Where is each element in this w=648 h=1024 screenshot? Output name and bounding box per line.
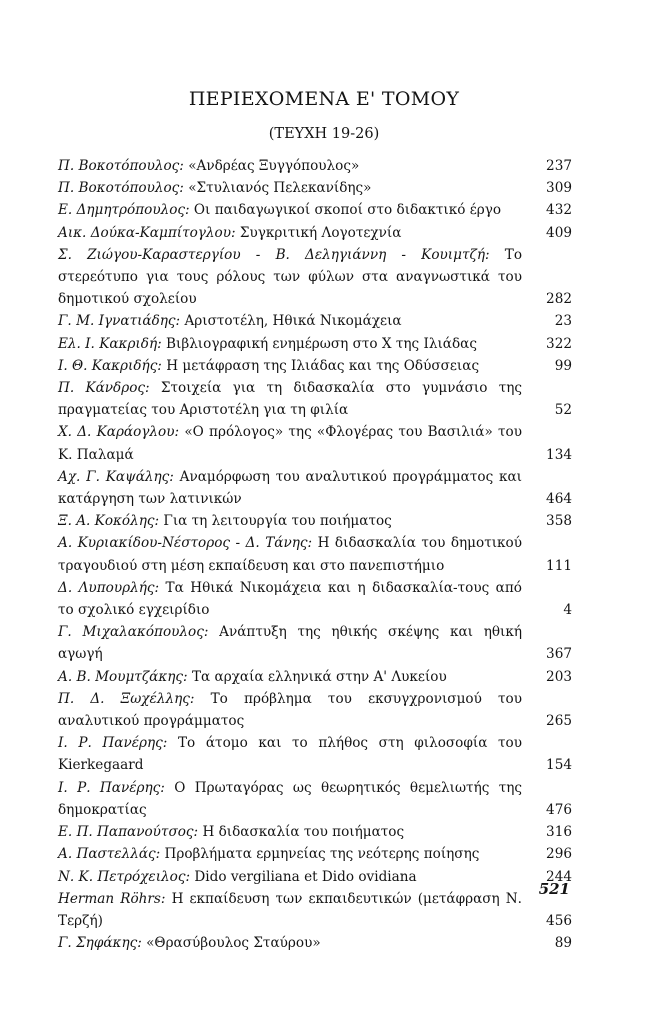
toc-entry-title: Το πρόβλημα του εκσυγχρονισμού του αναλυτικού προγράμματος [58,690,522,730]
toc-entry-title: Το στερεότυπο για τους ρόλους των φύλων στα αναγνωστικά του δημοτικού σχολείου [58,246,523,308]
toc-entry-author: Π. Βοκοτόπουλος: [58,158,184,174]
toc-entry-author: Π. Βοκοτόπουλος: [58,180,184,197]
table-of-contents [58,155,572,954]
toc-entry-author: Ε. Π. Παπανούτσος: [58,824,199,841]
toc-entry-title: «Στυλιανός Πελεκανίδης» [188,180,372,197]
toc-entry-text [58,732,540,776]
toc-entry-page: 99 [554,357,572,374]
toc-entry-text [58,421,540,465]
toc-entry-page: 23 [554,313,572,330]
toc-entry-text [58,532,540,576]
page-subtitle: (ΤΕΥΧΗ 19-26) [268,126,380,142]
toc-entry-title: Dido vergiliana et Dido ovidiana [194,868,417,885]
toc-entry-page: 367 [546,646,572,663]
toc-entry [58,466,572,510]
toc-entry-page: 111 [546,557,572,574]
toc-entry-title: Συγκριτική Λογοτεχνία [239,224,402,241]
toc-entry [58,155,572,177]
toc-entry [58,688,572,732]
toc-entry-text [58,577,540,621]
toc-entry-text [58,377,540,421]
page-number: 521 [538,880,570,898]
toc-entry [58,177,572,199]
toc-entry-text [58,866,540,888]
toc-entry-title: Τα αρχαία ελληνικά στην Α' Λυκείου [191,668,447,685]
toc-entry [58,310,572,332]
toc-entry-title: Ανάπτυξη της ηθικής σκέψης και ηθική αγωγή [58,624,523,663]
toc-entry-page: 322 [546,335,572,352]
toc-entry-title: Η διδασκαλία του δημοτικού τραγουδιού στη μέση εκπαίδευση και στο πανεπιστήμιο [58,535,522,574]
toc-entry-text [58,466,540,510]
toc-entry-page: 237 [546,158,572,174]
toc-entry-author: Γ. Σηφάκης: [58,935,142,952]
toc-entry-title: Αναμόρφωση του αναλυτικού προγράμματος και κατάργηση των λατινικών [58,468,522,508]
toc-entry [58,821,572,843]
page-title: ΠΕΡΙΕΧΟΜΕΝΑ Ε' ΤΟΜΟΥ [188,88,460,110]
toc-entry-author: Χ. Δ. Καράογλου: [58,424,180,441]
toc-entry-title: Η εκπαίδευση των εκπαιδευτικών (μετάφραση Ν. Τερζή) [58,890,522,929]
toc-entry-title: «Ο πρόλογος» της «Φλογέρας του Βασιλιά» του Κ. Παλαμά [58,424,523,463]
toc-entry-text [58,222,540,244]
toc-entry [58,732,572,776]
toc-entry-author: Herman Röhrs: [58,890,166,907]
toc-entry [58,421,572,465]
toc-entry-page: 409 [546,224,572,241]
toc-entry [58,577,572,621]
toc-entry-text [58,932,540,954]
toc-entry-author: Π. Κάνδρος: [58,380,150,397]
toc-entry [58,621,572,665]
toc-entry-title: Αριστοτέλη, Ηθικά Νικομάχεια [184,313,402,330]
toc-entry-text [58,777,540,821]
toc-entry-page: 134 [546,446,572,463]
toc-entry-author: Ι. Ρ. Πανέρης: [58,779,165,796]
toc-entry-page: 464 [546,491,572,508]
toc-entry-author: Γ. Μιχαλακόπουλος: [58,624,209,641]
toc-entry-title: Η μετάφραση της Ιλιάδας και της Οδύσσειας [166,357,480,374]
toc-entry-author: Ελ. Ι. Κακριδή: [58,335,162,352]
toc-entry [58,532,572,576]
toc-entry-page: 282 [546,291,572,308]
toc-entry-author: Α. Β. Μουμτζάκης: [58,668,188,685]
toc-entry-text [58,888,540,932]
toc-entry-page: 432 [546,202,572,219]
toc-entry-page: 203 [546,668,572,685]
toc-entry-title: Στοιχεία για τη διδασκαλία στο γυμνάσιο της πραγματείας του Αριστοτέλη για τη φιλία [58,380,522,419]
toc-entry-text [58,355,540,377]
toc-entry [58,510,572,532]
toc-entry-author: Ν. Κ. Πετρόχειλος: [58,868,191,885]
toc-entry-text [58,177,540,199]
toc-entry [58,866,572,888]
toc-entry-text [58,199,540,221]
toc-entry-page: 309 [546,180,572,197]
toc-entry-page: 4 [563,602,572,619]
toc-entry-page: 154 [546,757,572,774]
toc-entry-author: Αχ. Γ. Καψάλης: [58,468,174,485]
toc-entry-page: 456 [546,912,572,929]
toc-entry-author: Σ. Ζιώγου-Καραστεργίου - Β. Δεληγιάννη - Κουιμτζή: [58,246,490,263]
toc-entry-page: 476 [546,801,572,818]
toc-entry-text [58,310,540,332]
toc-entry [58,222,572,244]
toc-entry-title: Το άτομο και το πλήθος στη φιλοσοφία του Kierkegaard [58,735,522,774]
toc-entry-title: Για τη λειτουργία του ποιήματος [163,513,392,530]
toc-entry [58,777,572,821]
toc-entry-page: 316 [546,824,572,841]
toc-entry-page: 358 [546,513,572,530]
toc-entry-page: 296 [546,846,572,863]
toc-entry-title: Προβλήματα ερμηνείας της νεότερης ποίησης [164,846,480,863]
toc-entry-author: Ι. Ρ. Πανέρης: [58,735,168,752]
toc-entry-text [58,155,540,177]
toc-entry-author: Α. Κυριακίδου-Νέστορος - Δ. Τάνης: [58,535,313,552]
toc-entry-text [58,821,540,843]
toc-entry-text [58,666,540,688]
toc-entry [58,199,572,221]
toc-entry-author: Ε. Δημητρόπουλος: [58,202,190,219]
toc-entry [58,333,572,355]
toc-entry-text [58,843,540,865]
toc-entry-author: Ι. Θ. Κακριδής: [58,357,162,374]
toc-entry [58,888,572,932]
toc-entry-page: 265 [546,713,572,730]
toc-entry-text [58,510,540,532]
toc-entry-title: Ο Πρωταγόρας ως θεωρητικός θεμελιωτής της δημοκρατίας [58,779,522,818]
toc-entry-author: Ξ. Α. Κοκόλης: [58,513,160,530]
toc-entry [58,355,572,377]
toc-entry [58,932,572,954]
toc-entry-text [58,621,540,665]
toc-entry-page: 89 [554,935,572,952]
toc-entry-title: «Θρασύβουλος Σταύρου» [146,935,321,952]
toc-entry [58,244,572,311]
toc-entry-text [58,688,540,732]
toc-entry-title: Οι παιδαγωγικοί σκοποί στο διδακτικό έργο [193,202,502,219]
toc-entry-author: Γ. Μ. Ιγνατιάδης: [58,313,181,330]
toc-entry [58,666,572,688]
toc-entry-title: Η διδασκαλία του ποιήματος [202,824,405,841]
toc-entry [58,843,572,865]
toc-entry-title: Τα Ηθικά Νικομάχεια και η διδασκαλία-τους από το σχολικό εγχειρίδιο [58,579,522,619]
toc-entry-title: «Ανδρέας Ξυγγόπουλος» [188,158,360,174]
toc-entry-author: Δ. Λυπουρλής: [58,579,160,596]
toc-entry-author: Α. Παστελλάς: [58,846,161,863]
toc-entry-text [58,244,540,311]
toc-entry [58,377,572,421]
toc-entry-author: Π. Δ. Ξωχέλλης: [58,690,195,707]
toc-entry-page: 52 [554,402,572,419]
toc-entry-author: Αικ. Δούκα-Καμπίτογλου: [58,224,236,241]
toc-entry-title: Βιβλιογραφική ενημέρωση στο Χ της Ιλιάδας [166,335,477,352]
toc-entry-text [58,333,540,355]
toc-entry-page: 244 [546,868,572,885]
